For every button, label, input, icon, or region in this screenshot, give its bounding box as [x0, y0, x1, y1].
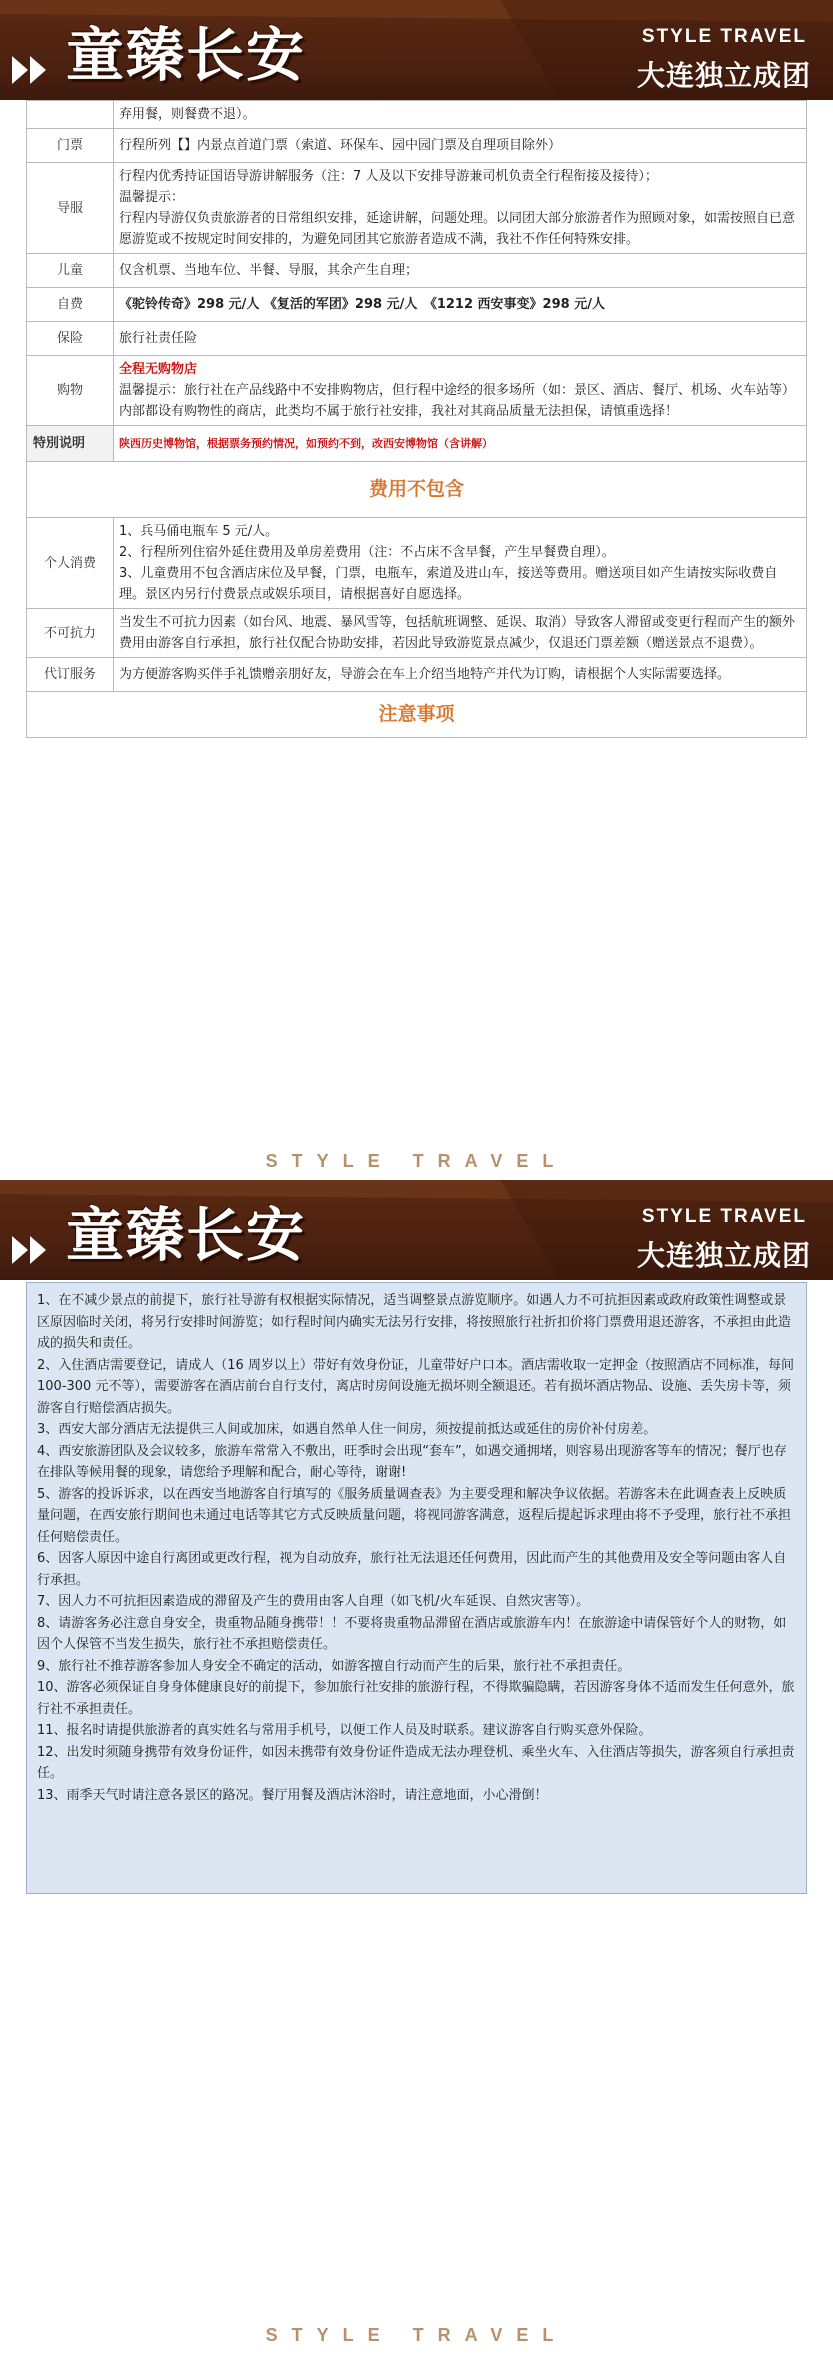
- text-line: 2、行程所列住宿外延住费用及单房差费用（注：不占床不含早餐，产生早餐费自理）。: [119, 545, 615, 560]
- row-label: 购物: [27, 356, 114, 426]
- table-row: [27, 462, 807, 518]
- note-item: 1、在不减少景点的前提下，旅行社导游有权根据实际情况，适当调整景点游览顺序。如遇人力不可抗拒因素或政府政策性调整或景区原因临时关闭，将另行安排时间游览；如行程时间内确实无法另行安排，将按照旅行社折扣价将门票费用退还游客，不承担由此造成的损失和责任。: [37, 1293, 792, 1351]
- row-content: 旅行社责任险: [114, 322, 807, 356]
- header-banner: [0, 0, 833, 100]
- banner-subtitle: 大连独立成团: [636, 59, 811, 92]
- table-row: [27, 254, 807, 288]
- table-row: [27, 288, 807, 322]
- note-item: 2、入住酒店需要登记，请成人（16 周岁以上）带好有效身份证，儿童带好户口本。酒店需收取一定押金（按照酒店不同标准，每间 100-300 元不等），需要游客在酒店前台自行支付，离店时房间设施无损坏则全额退还。若有损坏酒店物品、设施、丢失房卡等，须游客自行赔偿酒店损失。: [37, 1357, 794, 1416]
- row-content: [114, 356, 807, 426]
- row-label: 儿童: [27, 254, 114, 288]
- banner-subtitle: 大连独立成团: [636, 1239, 811, 1272]
- text-line: 1、兵马俑电瓶车 5 元/人。: [119, 524, 279, 539]
- header-banner: [0, 1180, 833, 1280]
- text-line: 温馨提示：: [119, 190, 185, 205]
- row-label: 代订服务: [27, 658, 114, 692]
- footer-tagline: STYLE TRAVEL: [265, 1151, 568, 1171]
- row-label: 不可抗力: [27, 609, 114, 658]
- info-table: [26, 100, 807, 738]
- notes-heading: 注意事项: [27, 692, 807, 738]
- brand-logo: 童臻长安: [66, 1201, 307, 1269]
- row-content: 陕西历史博物馆，根据票务预约情况，如预约不到，改西安博物馆（含讲解）: [114, 426, 807, 462]
- note-item: 8、请游客务必注意自身安全，贵重物品随身携带！！不要将贵重物品滞留在酒店或旅游车内！在旅游途中请保管好个人的财物，如因个人保管不当发生损失，旅行社不承担赔偿责任。: [37, 1615, 787, 1652]
- table-row: [27, 658, 807, 692]
- row-label: 个人消费: [27, 518, 114, 609]
- itinerary-info: [26, 100, 807, 738]
- row-content: [114, 163, 807, 254]
- note-item: 6、因客人原因中途自行离团或更改行程，视为自动放弃，旅行社无法退还任何费用，因此而产生的其他费用及安全等问题由客人自行承担。: [37, 1551, 787, 1588]
- row-content: 弃用餐，则餐费不退）。: [114, 101, 807, 129]
- table-row: [27, 101, 807, 129]
- row-content: 为方便游客购买伴手礼馈赠亲朋好友，导游会在车上介绍当地特产并代为订购，请根据个人实际需要选择。: [114, 658, 807, 692]
- note-item: 3、西安大部分酒店无法提供三人间或加床，如遇自然单人住一间房，须按提前抵达或延住的房价补付房差。: [37, 1422, 657, 1437]
- table-row: [27, 356, 807, 426]
- text-line: 温馨提示：旅行社在产品线路中不安排购物店，但行程中途经的很多场所（如：景区、酒店、餐厅、机场、火车站等）内部都设有购物性的商店，此类均不属于旅行社安排，我社对其商品质量无法担保，请慎重选择！: [119, 383, 796, 419]
- row-content: 行程所列【】内景点首道门票（索道、环保车、园中园门票及自理项目除外）: [114, 129, 807, 163]
- brand-tagline: STYLE TRAVEL: [641, 1206, 807, 1227]
- arrow-icon: [12, 1236, 62, 1264]
- row-content: [114, 518, 807, 609]
- text-line: 3、儿童费用不包含酒店床位及早餐，门票，电瓶车，索道及进山车，接送等费用。赠送项目如产生请按实际收费自理。景区内另行付费景点或娱乐项目，请根据喜好自愿选择。: [119, 566, 778, 602]
- row-label: 门票: [27, 129, 114, 163]
- row-content: 《驼铃传奇》298 元/人 《复活的军团》298 元/人 《1212 西安事变》298 元/人: [114, 288, 807, 322]
- note-item: 11、报名时请提供旅游者的真实姓名与常用手机号，以便工作人员及时联系。建议游客自行购买意外保险。: [37, 1723, 652, 1738]
- table-row: [27, 692, 807, 738]
- row-label: 自费: [27, 288, 114, 322]
- notes-box: [26, 1282, 807, 1894]
- text-line: 行程内导游仅负责旅游者的日常组织安排，延途讲解，问题处理。以同团大部分旅游者作为照顾对象，如需按照自已意愿游览或不按规定时间安排的，为避免同团其它旅游者造成不满，我社不作任何特殊安排。: [119, 211, 796, 247]
- table-row: [27, 163, 807, 254]
- row-label: [27, 101, 114, 129]
- table-row: [27, 426, 807, 462]
- note-item: 4、西安旅游团队及会议较多，旅游车常常入不敷出，旺季时会出现“套车”，如遇交通拥堵，则容易出现游客等车的情况；餐厅也存在排队等候用餐的现象，请您给予理解和配合，耐心等待，谢谢!: [37, 1443, 787, 1480]
- excluded-heading: 费用不包含: [27, 462, 807, 518]
- text-line: 行程内优秀持证国语导游讲解服务（注：7 人及以下安排导游兼司机负责全行程衔接及接待）；: [119, 169, 658, 184]
- note-item: 9、旅行社不推荐游客参加人身安全不确定的活动，如游客擅自行动而产生的后果，旅行社不承担责任。: [37, 1658, 631, 1674]
- table-row: [27, 609, 807, 658]
- footer-tagline: STYLE TRAVEL: [265, 2325, 568, 2345]
- brand-tagline: STYLE TRAVEL: [641, 26, 807, 47]
- row-content: 仅含机票、当地车位、半餐、导服，其余产生自理；: [114, 254, 807, 288]
- row-label: 导服: [27, 163, 114, 254]
- brand-logo: 童臻长安: [66, 21, 307, 89]
- note-item: 13、雨季天气时请注意各景区的路况。餐厅用餐及酒店沐浴时，请注意地面，小心滑倒！: [37, 1787, 548, 1803]
- shopping-highlight: 全程无购物店: [119, 362, 198, 377]
- note-item: 10、游客必须保证自身身体健康良好的前提下，参加旅行社安排的旅游行程，不得欺骗隐瞒，若因游客身体不适而发生任何意外，旅行社不承担责任。: [37, 1680, 795, 1717]
- table-row: [27, 322, 807, 356]
- note-item: 5、游客的投诉诉求，以在西安当地游客自行填写的《服务质量调查表》为主要受理和解决争议依据。若游客未在此调查表上反映质量问题，在西安旅行期间也未通过电话等其它方式反映质量问题，将视同游客满意，返程后提起诉求理由将不予受理，旅行社不承担任何赔偿责任。: [37, 1486, 792, 1545]
- arrow-icon: [12, 56, 62, 84]
- note-item: 12、出发时须随身携带有效身份证件，如因未携带有效身份证件造成无法办理登机、乘坐火车、入住酒店等损失，游客须自行承担责任。: [37, 1744, 795, 1781]
- row-label: 保险: [27, 322, 114, 356]
- table-row: [27, 518, 807, 609]
- table-row: [27, 129, 807, 163]
- row-content: 当发生不可抗力因素（如台风、地震、暴风雪等，包括航班调整、延误、取消）导致客人滞留或变更行程而产生的额外费用由游客自行承担，旅行社仅配合协助安排，若因此导致游览景点减少，仅退还门票差额（赠送景点不退费）。: [114, 609, 807, 658]
- note-item: 7、因人力不可抗拒因素造成的滞留及产生的费用由客人自理（如飞机/火车延误、自然灾害等）。: [37, 1594, 590, 1609]
- row-label: 特別说明: [27, 426, 114, 462]
